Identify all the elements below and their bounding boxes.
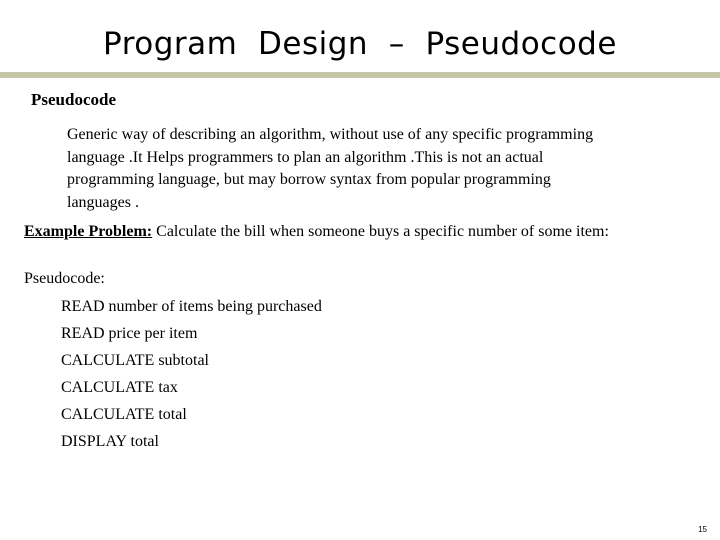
pseudocode-step: CALCULATE tax [61, 379, 178, 396]
pseudocode-step: READ number of items being purchased [61, 298, 322, 315]
example-problem [24, 221, 674, 243]
example-problem-label: Example Problem: [24, 223, 153, 240]
definition-line: language .It Helps programmers to plan an algorithm .This is not an actual [67, 148, 544, 166]
section-heading: Pseudocode [31, 90, 116, 109]
definition-paragraph [67, 124, 677, 214]
pseudocode-step: READ price per item [61, 325, 198, 342]
example-problem-text: Calculate the bill when someone buys a specific number of some item: [152, 223, 609, 240]
pseudocode-step: DISPLAY total [61, 433, 159, 450]
definition-line: languages . [67, 193, 139, 211]
page-number: 15 [698, 525, 707, 534]
definition-line: programming language, but may borrow syntax from popular programming [67, 171, 551, 188]
pseudocode-step: CALCULATE total [61, 406, 187, 423]
pseudocode-label: Pseudocode: [24, 270, 105, 287]
definition-line: Generic way of describing an algorithm, without use of any specific programming [67, 126, 594, 143]
title-underline-rule [0, 72, 720, 78]
slide-title: Program Design – Pseudocode [103, 26, 617, 62]
pseudocode-step: CALCULATE subtotal [61, 352, 209, 369]
pseudocode-steps [61, 296, 322, 458]
